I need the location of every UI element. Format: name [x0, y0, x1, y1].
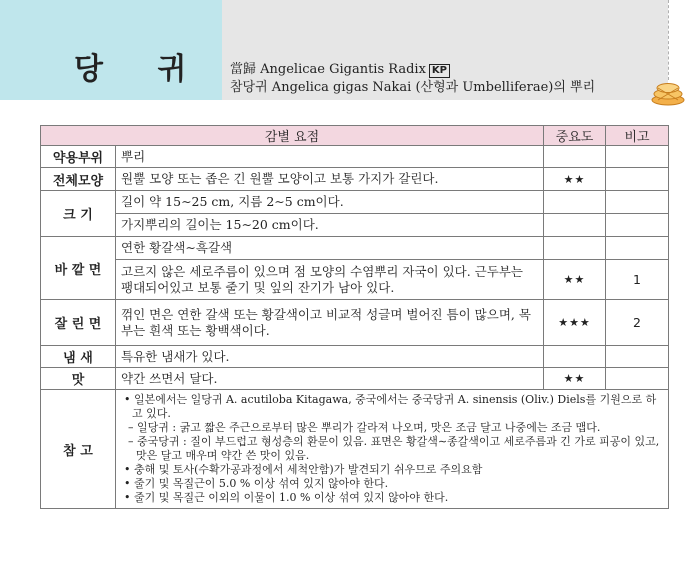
reference-notes	[116, 390, 669, 509]
reference-list	[122, 393, 662, 505]
row-label-size: 크 기	[41, 191, 116, 237]
note-cell	[606, 237, 669, 260]
row-text-surface-1: 연한 황갈색∼흑갈색	[116, 237, 544, 260]
source-plant-line: 참당귀 Angelica gigas Nakai (산형과 Umbelliferae)의 뿌리	[230, 80, 596, 95]
list-item: – 일당귀 : 굵고 짧은 주근으로부터 많은 뿌리가 갈라져 나오며, 맛은 조금 달고 나중에는 조금 맵다.	[128, 421, 601, 434]
note-cell	[606, 214, 669, 237]
importance-cell	[544, 346, 606, 368]
note-number: 2	[606, 300, 669, 346]
importance-cell	[544, 237, 606, 260]
table-row	[41, 168, 669, 191]
row-label-taste: 맛	[41, 368, 116, 390]
note-cell	[606, 191, 669, 214]
row-text-part: 뿌리	[116, 146, 544, 168]
note-cell	[606, 346, 669, 368]
table-header-row	[41, 126, 669, 146]
header-note: 비고	[606, 126, 669, 146]
row-text-taste: 약간 쓰면서 달다.	[116, 368, 544, 390]
row-text-odor: 특유한 냄새가 있다.	[116, 346, 544, 368]
page-title: 당 귀	[74, 52, 209, 87]
list-item: • 충해 및 토사(수확가공과정에서 세척안함)가 발견되기 쉬우므로 주의요함	[124, 463, 483, 476]
list-item: • 줄기 및 목질근이 5.0 % 이상 섞여 있지 않아야 한다.	[124, 477, 389, 490]
row-label-shape: 전체모양	[41, 168, 116, 191]
importance-cell	[544, 146, 606, 168]
list-item: • 줄기 및 목질근 이외의 이물이 1.0 % 이상 섞여 있지 않아야 한다.	[124, 491, 449, 504]
importance-stars: ★★	[544, 368, 606, 390]
row-text-shape: 원뿔 모양 또는 좁은 긴 원뿔 모양이고 보통 가지가 갈린다.	[116, 168, 544, 191]
list-item: – 중국당귀 : 질이 부드럽고 형성층의 환문이 있음. 표면은 황갈색∼종갈색이고 세로주름과 긴 가로 피공이 있고, 맛은 달고 매우며 약간 쓴 맛이 있음.	[128, 435, 660, 462]
header-criteria: 감별 요점	[41, 126, 544, 146]
importance-stars: ★★	[544, 260, 606, 300]
importance-cell	[544, 214, 606, 237]
row-label-odor: 냄 새	[41, 346, 116, 368]
kp-badge: KP	[429, 64, 450, 78]
note-cell	[606, 168, 669, 191]
table-row	[41, 260, 669, 300]
row-text-cut: 꺾인 면은 연한 갈색 또는 황갈색이고 비교적 성글며 벌어진 틈이 많으며, 목부는 흰색 또는 황백색이다.	[116, 300, 544, 346]
stacked-herb-logo-icon	[650, 80, 686, 106]
row-label-ref: 참 고	[41, 390, 116, 509]
table-row	[41, 346, 669, 368]
list-item: • 일본에서는 일당귀 A. acutiloba Kitagawa, 중국에서는 중국당귀 A. sinensis (Oliv.) Diels를 기원으로 하고 있다.	[124, 393, 657, 420]
importance-cell	[544, 191, 606, 214]
table-row	[41, 368, 669, 390]
row-label-part: 약용부위	[41, 146, 116, 168]
table-row	[41, 214, 669, 237]
latin-name: 當歸 Angelicae Gigantis Radix	[230, 62, 426, 77]
dashed-divider	[668, 0, 669, 80]
row-text-size-2: 가지뿌리의 길이는 15∼20 cm이다.	[116, 214, 544, 237]
table-row	[41, 237, 669, 260]
note-cell	[606, 368, 669, 390]
table-row	[41, 390, 669, 509]
header-importance: 중요도	[544, 126, 606, 146]
identification-table	[40, 125, 669, 509]
table-row	[41, 191, 669, 214]
row-text-size-1: 길이 약 15∼25 cm, 지름 2∼5 cm이다.	[116, 191, 544, 214]
row-label-surface: 바 깥 면	[41, 237, 116, 300]
importance-stars: ★★★	[544, 300, 606, 346]
table-row	[41, 300, 669, 346]
title-box	[0, 0, 222, 100]
note-number: 1	[606, 260, 669, 300]
note-cell	[606, 146, 669, 168]
row-label-cut: 잘 린 면	[41, 300, 116, 346]
importance-stars: ★★	[544, 168, 606, 191]
latin-name-line	[230, 58, 450, 78]
row-text-surface-2: 고르지 않은 세로주름이 있으며 점 모양의 수염뿌리 자국이 있다. 근두부는 팽대되어있고 보통 줄기 및 잎의 잔기가 남아 있다.	[116, 260, 544, 300]
table-row	[41, 146, 669, 168]
